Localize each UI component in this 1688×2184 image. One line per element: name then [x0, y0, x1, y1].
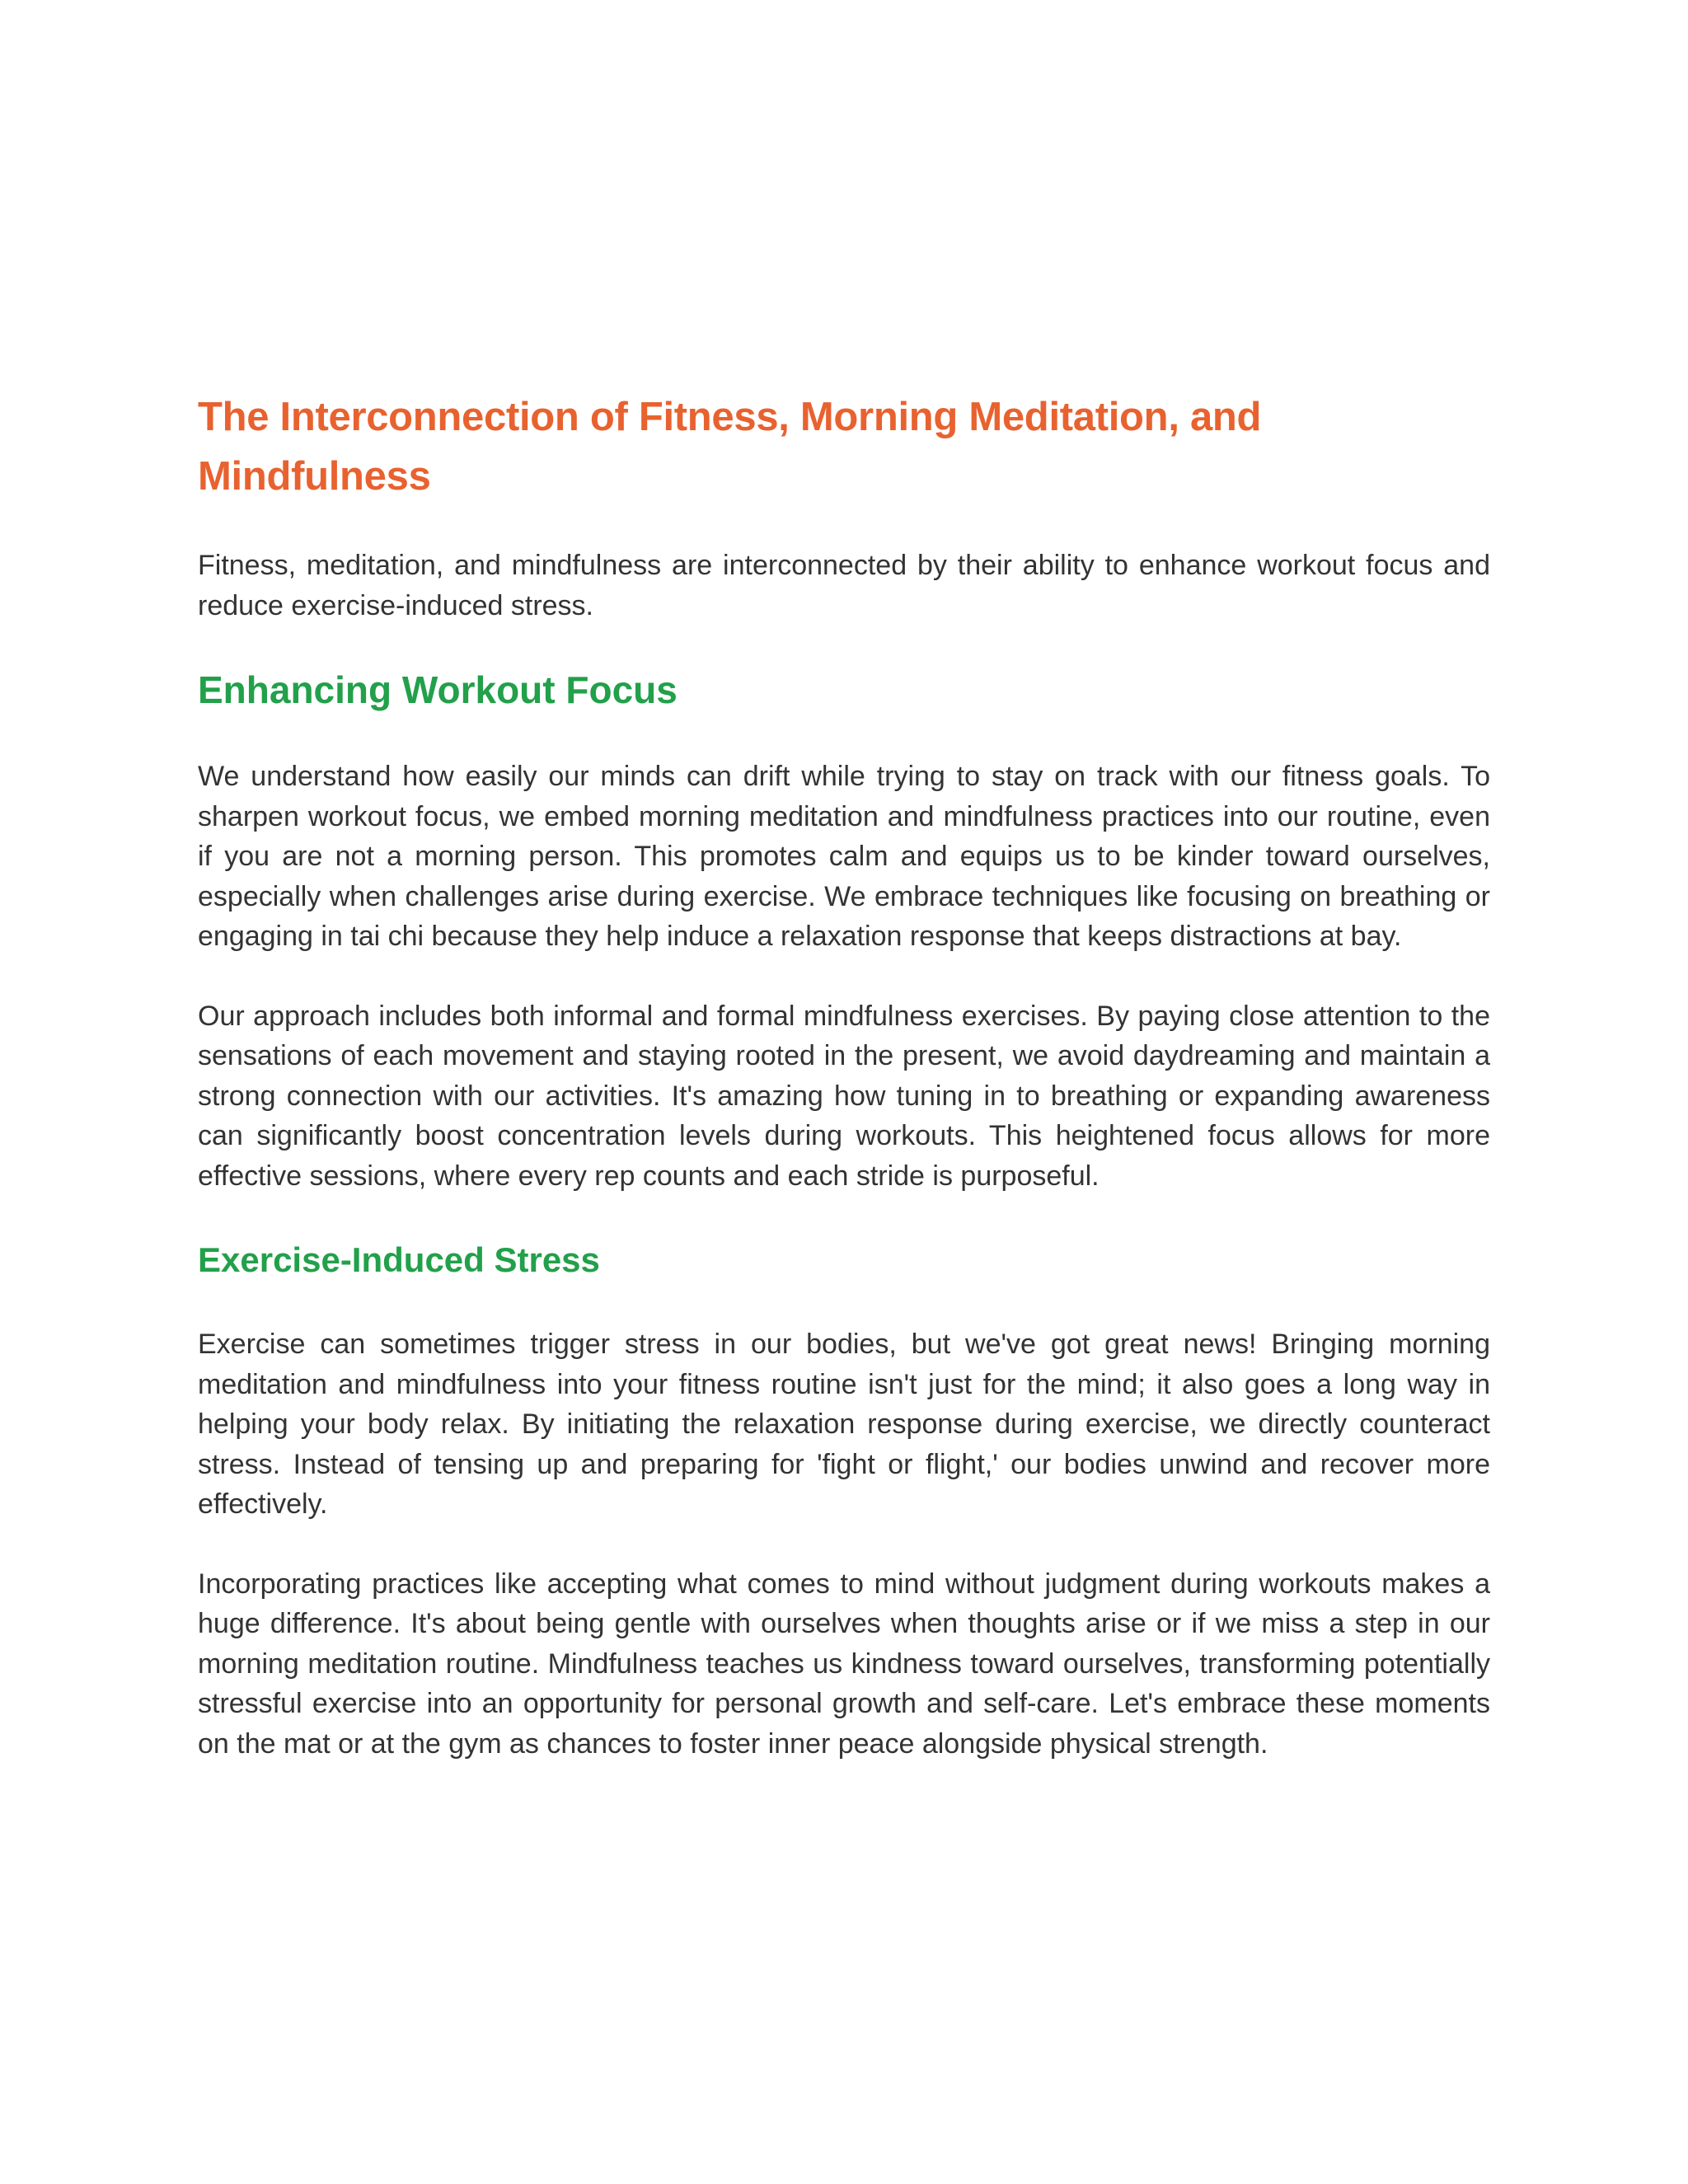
exercise-stress-paragraph-1: Exercise can sometimes trigger stress in our bodies, but we've got great news! Bringing morning meditation and mindfulness into your fitness routine isn't just for the mind; it also goes a long way in helping your body relax. By initiating the relaxation response during exercise, we directly counteract stress. Instead of tensing up and preparing for 'fight or flight,' our bodies unwind and recover more effectively.	[198, 1329, 1490, 1520]
exercise-stress-paragraph-2: Incorporating practices like accepting what comes to mind without judgment during workouts makes a huge difference. It's about being gentle with ourselves when thoughts arise or if we miss a step in our morning meditation routine. Mindfulness teaches us kindness toward ourselves, transforming potentially stressful exercise into an opportunity for personal growth and self-care. Let's embrace these moments on the mat or at the gym as chances to foster inner peace alongside physical strength.	[198, 1568, 1490, 1760]
section-heading-exercise-stress: Exercise-Induced Stress	[198, 1240, 600, 1279]
page-title: The Interconnection of Fitness, Morning Meditation, and Mindfulness	[198, 395, 1262, 499]
workout-focus-paragraph-2: Our approach includes both informal and formal mindfulness exercises. By paying close attention to the sensations of each movement and staying rooted in the present, we avoid daydreaming and maintain a strong connection with our activities. It's amazing how tuning in to breathing or expanding awareness can significantly boost concentration levels during workouts. This heightened focus allows for more effective sessions, where every rep counts and each stride is purposeful.	[198, 1000, 1490, 1192]
document-page	[198, 387, 1490, 1764]
section-heading-workout-focus: Enhancing Workout Focus	[198, 668, 678, 711]
workout-focus-paragraph-1: We understand how easily our minds can drift while trying to stay on track with our fitness goals. To sharpen workout focus, we embed morning meditation and mindfulness practices into our routine, even if you are not a morning person. This promotes calm and equips us to be kinder toward ourselves, especially when challenges arise during exercise. We embrace techniques like focusing on breathing or engaging in tai chi because they help induce a relaxation response that keeps distractions at bay.	[198, 761, 1490, 952]
intro-paragraph: Fitness, meditation, and mindfulness are interconnected by their ability to enhance workout focus and reduce exercise-induced stress.	[198, 550, 1490, 621]
